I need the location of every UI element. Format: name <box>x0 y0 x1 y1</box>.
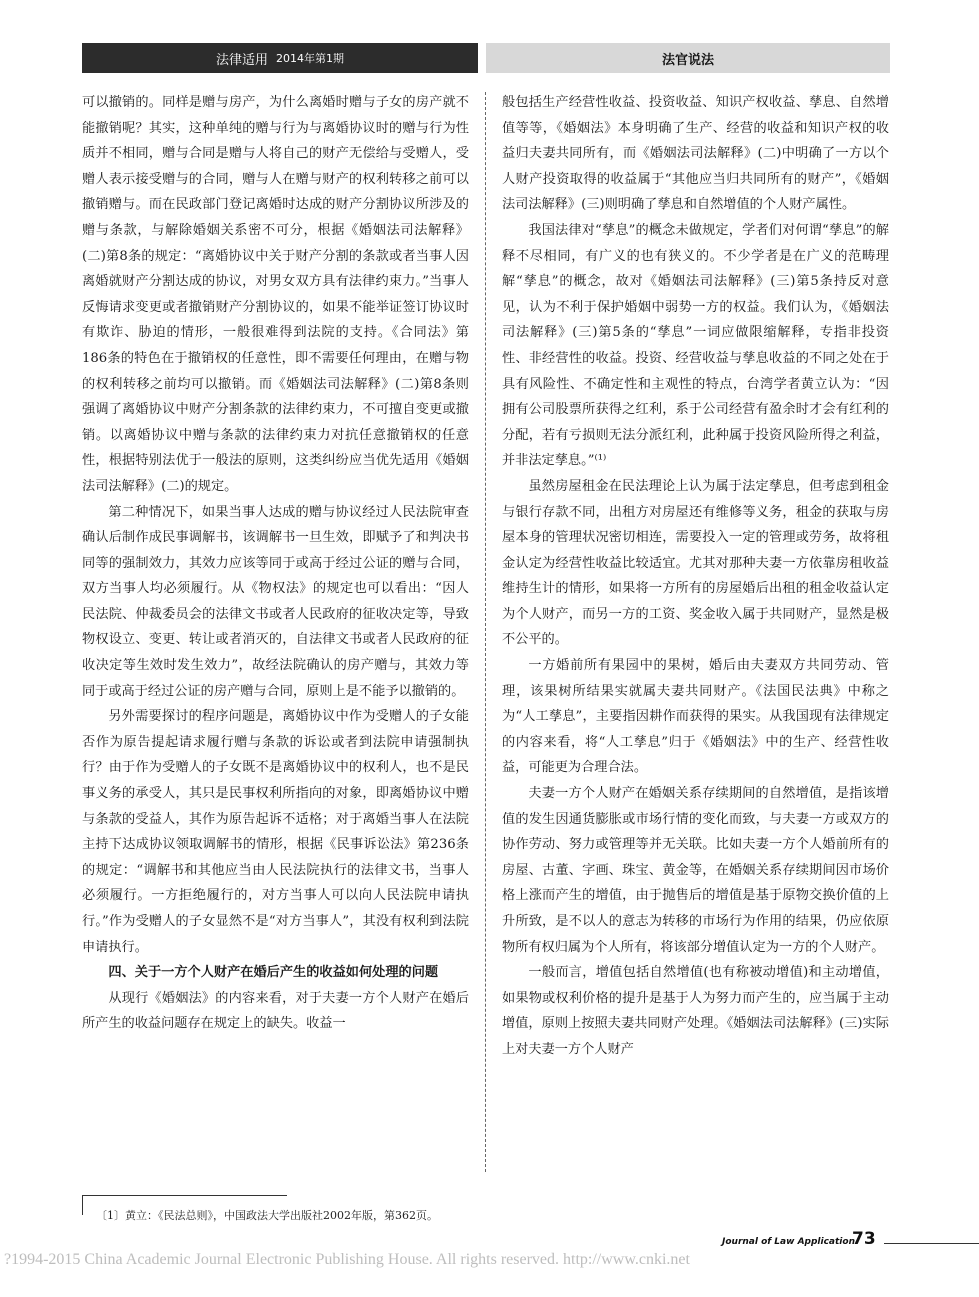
footnote: 〔1〕黄立：《民法总则》，中国政法大学出版社2002年版，第362页。 <box>96 1209 438 1222</box>
journal-title: 法律适用 <box>215 52 268 68</box>
copyright-watermark: ?1994-2015 China Academic Journal Electronic Publishing House. All rights reserved. http://www.cnki.net <box>4 1251 690 1268</box>
paragraph: 一般而言，增值包括自然增值(也有称被动增值)和主动增值，如果物或权利价格的提升是基于人为努力而产生的，应当属于主动增值，原则上按照夫妻共同财产处理。《婚姻法司法解释》(三)实际上对夫妻一方个人财产 <box>502 965 889 1057</box>
journal-english-title: Journal of Law Application <box>722 1237 855 1247</box>
running-header-journal <box>82 43 478 73</box>
paragraph: 般包括生产经营性收益、投资收益、知识产权收益、孳息、自然增值等等，《婚姻法》本身明确了生产、经营的收益和知识产权的收益归夫妻共同所有，而《婚姻法司法解释》(二)中明确了一方以个人财产投资取得的收益属于“其他应当归共同所有的财产”，《婚姻法司法解释》(三)则明确了孳息和自然增值的个人财产属性。 <box>502 95 889 213</box>
footnote-rule <box>82 1195 287 1196</box>
paragraph: 我国法律对“孳息”的概念未做规定，学者们对何谓“孳息”的解释不尽相同，有广义的也有狭义的。不少学者是在广义的范畴理解“孳息”的概念，故对《婚姻法司法解释》(三)第5条持反对意见，认为不利于保护婚姻中弱势一方的权益。我们认为，《婚姻法司法解释》(三)第5条的“孳息”一词应做限缩解释，专指非投资性、非经营性的收益。投资、经营收益与孳息收益的不同之处在于具有风险性、不确定性和主观性的特点，台湾学者黄立认为：“因拥有公司股票所获得之红利，系于公司经营有盈余时才会有红利的分配，若有亏损则无法分派红利，此种属于投资风险所得之利益，并非法定孳息。”⁽¹⁾ <box>502 222 889 469</box>
right-column <box>502 90 889 1063</box>
paragraph: 夫妻一方个人财产在婚姻关系存续期间的自然增值，是指该增值的发生因通货膨胀或市场行情的变化而致，与夫妻一方或双方的协作劳动、努力或管理等并无关联。比如夫妻一方个人婚前所有的房屋、古董、字画、珠宝、黄金等，在婚姻关系存续期间因市场价格上涨而产生的增值，由于抛售后的增值是基于原物交换价值的上升所致，是不以人的意志为转移的市场行为作用的结果，仍应依原物所有权归属为个人所有，将该部分增值认定为一方的个人财产。 <box>502 786 889 955</box>
page-number: 73 <box>852 1229 876 1249</box>
paragraph: 一方婚前所有果园中的果树，婚后由夫妻双方共同劳动、管理，该果树所结果实就属夫妻共同财产。《法国民法典》中称之为“人工孳息”，主要指因耕作而获得的果实。从我国现有法律规定的内容来看，将“人工孳息”归于《婚姻法》中的生产、经营性收益，可能更为合理合法。 <box>502 658 889 776</box>
paragraph: 第二种情况下，如果当事人达成的赠与协议经过人民法院审查确认后制作成民事调解书，该调解书一旦生效，即赋予了和判决书同等的强制效力，其效力应该等同于或高于经过公证的赠与合同，双方当事人均必须履行。从《物权法》的规定也可以看出：“因人民法院、仲裁委员会的法律文书或者人民政府的征收决定等，导致物权设立、变更、转让或者消灭的，自法律文书或者人民政府的征收决定等生效时发生效力”，故经法院确认的房产赠与，其效力等同于或高于经过公证的房产赠与合同，原则上是不能予以撤销的。 <box>82 504 469 699</box>
section-heading: 四、关于一方个人财产在婚后产生的收益如何处理的问题 <box>108 965 439 981</box>
paragraph: 从现行《婚姻法》的内容来看，对于夫妻一方个人财产在婚后所产生的收益问题存在规定上的缺失。收益一 <box>82 990 469 1032</box>
paragraph: 可以撤销的。同样是赠与房产，为什么离婚时赠与子女的房产就不能撤销呢？其实，这种单纯的赠与行为与离婚协议时的赠与行为性质并不相同，赠与合同是赠与人将自己的财产无偿给与受赠人，受赠人表示接受赠与的合同，赠与人在赠与财产的权利转移之前可以撤销赠与。而在民政部门登记离婚时达成的财产分割协议所涉及的赠与条款，与解除婚姻关系密不可分，根据《婚姻法司法解释》(二)第8条的规定：“离婚协议中关于财产分割的条款或者当事人因离婚就财产分割达成的协议，对男女双方具有法律约束力。”当事人反悔请求变更或者撤销财产分割协议的，如果不能举证签订协议时有欺诈、胁迫的情形，一般很难得到法院的支持。《合同法》第186条的特色在于撤销权的任意性，即不需要任何理由，在赠与物的权利转移之前均可以撤销。而《婚姻法司法解释》(二)第8条则强调了离婚协议中财产分割条款的法律约束力，不可擅自变更或撤销。以离婚协议中赠与条款的法律约束力对抗任意撤销权的任意性，根据特别法优于一般法的原则，这类纠纷应当优先适用《婚姻法司法解释》(二)的规定。 <box>82 95 469 494</box>
running-header-section <box>486 43 890 73</box>
column-divider <box>485 92 486 1172</box>
paragraph: 另外需要探讨的程序问题是，离婚协议中作为受赠人的子女能否作为原告提起请求履行赠与条款的诉讼或者到法院申请强制执行？由于作为受赠人的子女既不是离婚协议中的权利人，也不是民事义务的承受人，其只是民事权利所指向的对象，即离婚协议中赠与条款的受益人，其作为原告起诉不适格；对于离婚当事人在法院主持下达成协议领取调解书的情形，根据《民事诉讼法》第236条的规定：“调解书和其他应当由人民法院执行的法律文书，当事人必须履行。一方拒绝履行的，对方当事人可以向人民法院申请执行。”作为受赠人的子女显然不是“对方当事人”，其没有权利到法院申请执行。 <box>82 709 469 955</box>
paragraph: 虽然房屋租金在民法理论上认为属于法定孳息，但考虑到租金与银行存款不同，出租方对房屋还有维修等义务，租金的获取与房屋本身的管理状况密切相连，需要投入一定的管理或劳务，故将租金认定为经营性收益比较适宜。尤其对那种夫妻一方依靠房租收益维持生计的情形，如果将一方所有的房屋婚后出租的租金收益认定为个人财产，而另一方的工资、奖金收入属于共同财产，显然是极不公平的。 <box>502 478 889 648</box>
footnote-rule-tick <box>82 1195 83 1215</box>
left-column <box>82 90 469 1037</box>
footer-rule <box>884 1243 979 1244</box>
section-title: 法官说法 <box>661 52 714 68</box>
issue-label: 2014年第1期 <box>276 52 344 65</box>
